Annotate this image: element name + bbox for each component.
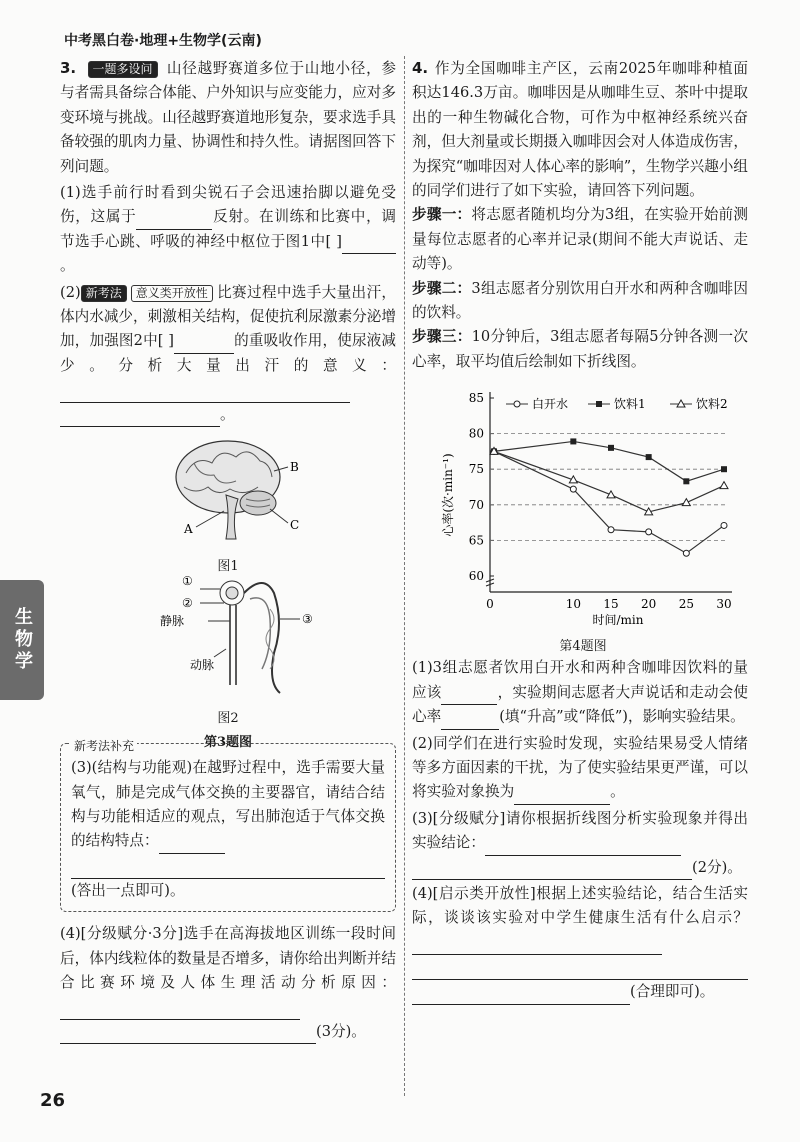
y-tick-label: 70: [468, 498, 484, 513]
x-tick-label: 20: [641, 597, 657, 612]
q4-number: 4.: [412, 59, 429, 77]
chart-svg: [428, 380, 738, 628]
y-tick-label: 80: [468, 426, 484, 441]
q4-step3-text: 10分钟后，3组志愿者每隔5分钟各测一次心率，取平均值后绘制如下折线图。: [412, 328, 748, 370]
page-header: 中考黑白卷·地理+生物学(云南): [64, 33, 262, 49]
q4-p1-blank1[interactable]: [441, 686, 497, 705]
q4-intro-text: 作为全国咖啡主产区，云南2025年咖啡种植面积达146.3万亩。咖啡因是从咖啡生豆、茶叶中提取出的一种生物碱化合物，可作为中枢神经系统兴奋剂，但大剂量或长期摄入咖啡因会对人体造成伤害，为探究“咖啡因对人体心率的影响”，生物学兴趣小组的同学们进行了如下实验，请回答下列问题。: [412, 60, 748, 200]
point-water: [608, 527, 614, 533]
q3-p1-text-a: (1)选手前行时看到尖锐石子会迅速抬脚以避免受伤，这属于: [60, 184, 396, 226]
q3-p1-blank1[interactable]: [136, 211, 212, 230]
q4-part4: [412, 882, 748, 955]
q3-p2-tag-new: 新考法: [81, 285, 127, 302]
legend-label: 饮料2: [696, 397, 728, 412]
q4-step2-label: 步骤二：: [412, 279, 472, 297]
q3-part2: [60, 281, 396, 403]
q3-part1: [60, 181, 396, 279]
point-water: [721, 523, 727, 529]
q3-tag: 一题多设问: [88, 61, 158, 78]
supplement-box-title: 新考法补充: [71, 734, 137, 758]
x-axis-label: 时间/min: [592, 613, 644, 628]
y-tick-label: 85: [468, 391, 484, 406]
q3-p4-blank1[interactable]: [60, 1001, 300, 1020]
point-drink1: [683, 479, 689, 485]
figure-1: [60, 433, 396, 574]
q3-p2-prefix: (2): [60, 283, 81, 301]
fig3-title: 第3题图: [203, 734, 253, 750]
q4-p3-blank2[interactable]: [412, 861, 692, 880]
q4-p2-text: (2)同学们在进行实验时发现，实验结果易受人情绪等多方面因素的干扰，为了使实验结果更严谨，可以将实验对象换为: [412, 734, 748, 801]
q3-intro-text: 山径越野赛道多位于山地小径，参与者需具备综合体能、户外知识与应变能力，应对多变环境与挑战。山径越野赛道地形复杂，要求选手具备较强的肌肉力量、协调性和持久性。请据图回答下列问题。: [60, 60, 396, 175]
q4-p3-line2: [412, 856, 748, 880]
q4-step2-text: 3组志愿者分别饮用白开水和两种含咖啡因的饮料。: [412, 279, 748, 322]
q4-p1-text-c: (填“升高”或“降低”)，影响实验结果。: [499, 708, 745, 726]
subject-side-tab: 生物学: [0, 580, 44, 700]
x-tick-label: 25: [678, 597, 694, 612]
q4-p4-blank1[interactable]: [412, 936, 662, 955]
fig2-label-1: ①: [182, 574, 193, 589]
q4-p1-text-a: (1)3组志愿者饮用白开水和两种含咖啡因饮料的量应该: [412, 659, 748, 701]
fig2-label-vein: 静脉: [160, 614, 185, 629]
q3-p1-text-c: 。: [60, 257, 75, 275]
x-tick-label: 10: [565, 597, 581, 612]
x-tick-label: 0: [486, 597, 494, 612]
column-divider: [404, 56, 405, 1096]
q3-p4-score: (3分)。: [316, 1022, 366, 1040]
y-tick-label: 75: [468, 462, 484, 477]
question-4: [412, 56, 748, 1005]
point-drink2: [682, 499, 690, 506]
fig1-label-a: A: [184, 522, 193, 537]
q4-p3-text: (3)[分级赋分]请你根据折线图分析实验现象并得出实验结论：: [412, 809, 748, 852]
y-tick-label: 65: [468, 533, 484, 548]
q3-p3-answer-line[interactable]: [71, 856, 385, 879]
q4-step3-label: 步骤三：: [412, 328, 472, 346]
q4-p4-note: (合理即可)。: [630, 983, 715, 1001]
q4-intro: [412, 56, 748, 203]
q3-p4-line2: [60, 1020, 396, 1044]
x-tick-label: 30: [716, 597, 732, 612]
point-drink2: [720, 482, 728, 489]
q4-part1: [412, 656, 748, 729]
page-number: 26: [40, 1090, 66, 1111]
legend-label: 饮料1: [614, 397, 646, 412]
question-3: [60, 56, 396, 1044]
nephron-diagram: [60, 569, 396, 697]
q4-step1-text: 将志愿者随机均分为3组，在实验开始前测量每位志愿者的心率并记录(期间不能大声说话、走动等)。: [412, 206, 748, 273]
q4-p1-text-b: ，实验期间志愿者大声说话和走动会使心率: [412, 683, 748, 726]
q4-p4-text: (4)[启示类开放性]根据上述实验结论，结合生活实际，谈谈该实验对中学生健康生活有什么启示？: [412, 884, 748, 927]
q4-p4-line3: [412, 980, 748, 1004]
fig1-caption: 图1: [217, 558, 239, 574]
q4-p2-blank[interactable]: [514, 786, 610, 805]
x-tick-label: 15: [603, 597, 619, 612]
q4-step2: [412, 277, 748, 326]
q3-p1-blank2[interactable]: [342, 235, 396, 254]
q3-p2-line2: [60, 403, 396, 427]
q3-part4: [60, 922, 396, 1020]
series-line-1: [494, 452, 724, 554]
fig1-label-b: B: [290, 460, 299, 475]
fig2-label-3: ③: [302, 612, 313, 627]
q4-step3: [412, 325, 748, 374]
point-drink1: [570, 439, 576, 445]
q3-part3: [71, 756, 385, 854]
q3-p2-text-a: 比赛过程中选手大量出汗，体内水减少，刺激相关结构，促使抗利尿激素分泌增加，加强图2中[ ]: [60, 283, 396, 350]
q4-part3: [412, 807, 748, 856]
point-drink1: [721, 466, 727, 472]
legend-marker-drink1: [596, 401, 602, 407]
q4-p4-blank2[interactable]: [412, 986, 630, 1005]
q3-p2-blank1[interactable]: [174, 335, 234, 354]
point-water: [683, 550, 689, 556]
chart-caption: 第4题图: [559, 638, 607, 654]
q3-p4-blank2[interactable]: [60, 1025, 316, 1044]
q3-p2-text-b: 的重吸收作用，使尿液减少。分析大量出汗的意义：: [60, 332, 396, 374]
point-water: [646, 529, 652, 535]
q4-p3-score: (2分)。: [692, 858, 742, 876]
q4-p1-blank2[interactable]: [441, 711, 499, 730]
q3-p2-tag-open: 意义类开放性: [131, 285, 213, 302]
q3-p1-text-b: 反射。在训练和比赛中，调节选手心跳、呼吸的神经中枢位于图1中[ ]: [60, 208, 396, 250]
q3-p3-blank1[interactable]: [159, 835, 225, 854]
q4-p4-answer-line[interactable]: [412, 957, 748, 980]
y-tick-label: 60: [468, 569, 484, 584]
fig2-caption: 图2: [217, 710, 239, 726]
q3-p3-text: (3)(结构与功能观)在越野过程中，选手需要大量氧气，肺是完成气体交换的主要器官，请结合结构与功能相适应的观点，写出肺泡适于气体交换的结构特点：: [71, 759, 385, 850]
q3-p2-end: 。: [220, 405, 235, 423]
q4-step1-label: 步骤一：: [412, 206, 472, 224]
heart-rate-chart: [428, 380, 738, 654]
q3-number: 3.: [60, 59, 77, 77]
brain-diagram: [60, 433, 396, 545]
point-drink1: [646, 454, 652, 460]
q4-step1: [412, 203, 748, 276]
q4-part2: [412, 732, 748, 805]
point-water: [570, 486, 576, 492]
point-drink1: [608, 445, 614, 451]
q4-p3-blank1[interactable]: [485, 837, 681, 856]
fig1-label-c: C: [290, 518, 300, 533]
series-line-3: [494, 452, 724, 513]
legend-marker-water: [514, 401, 520, 407]
fig2-label-2: ②: [182, 596, 193, 611]
y-axis-label: 心率(次·min⁻¹): [441, 453, 455, 537]
q3-p2-blank2[interactable]: [60, 384, 350, 403]
q4-p2-end: 。: [610, 783, 625, 801]
q3-intro: [60, 56, 396, 179]
q3-p3-note: (答出一点即可)。: [71, 881, 185, 899]
legend-label: 白开水: [532, 397, 569, 412]
q3-p2-blank3[interactable]: [60, 408, 220, 427]
fig2-label-artery: 动脉: [190, 658, 215, 673]
q3-p4-text: (4)[分级赋分·3分]选手在高海拔地区训练一段时间后，体内线粒体的数量是否增多，请你给出判断并结合比赛环境及人体生理活动分析原因：: [60, 925, 396, 991]
